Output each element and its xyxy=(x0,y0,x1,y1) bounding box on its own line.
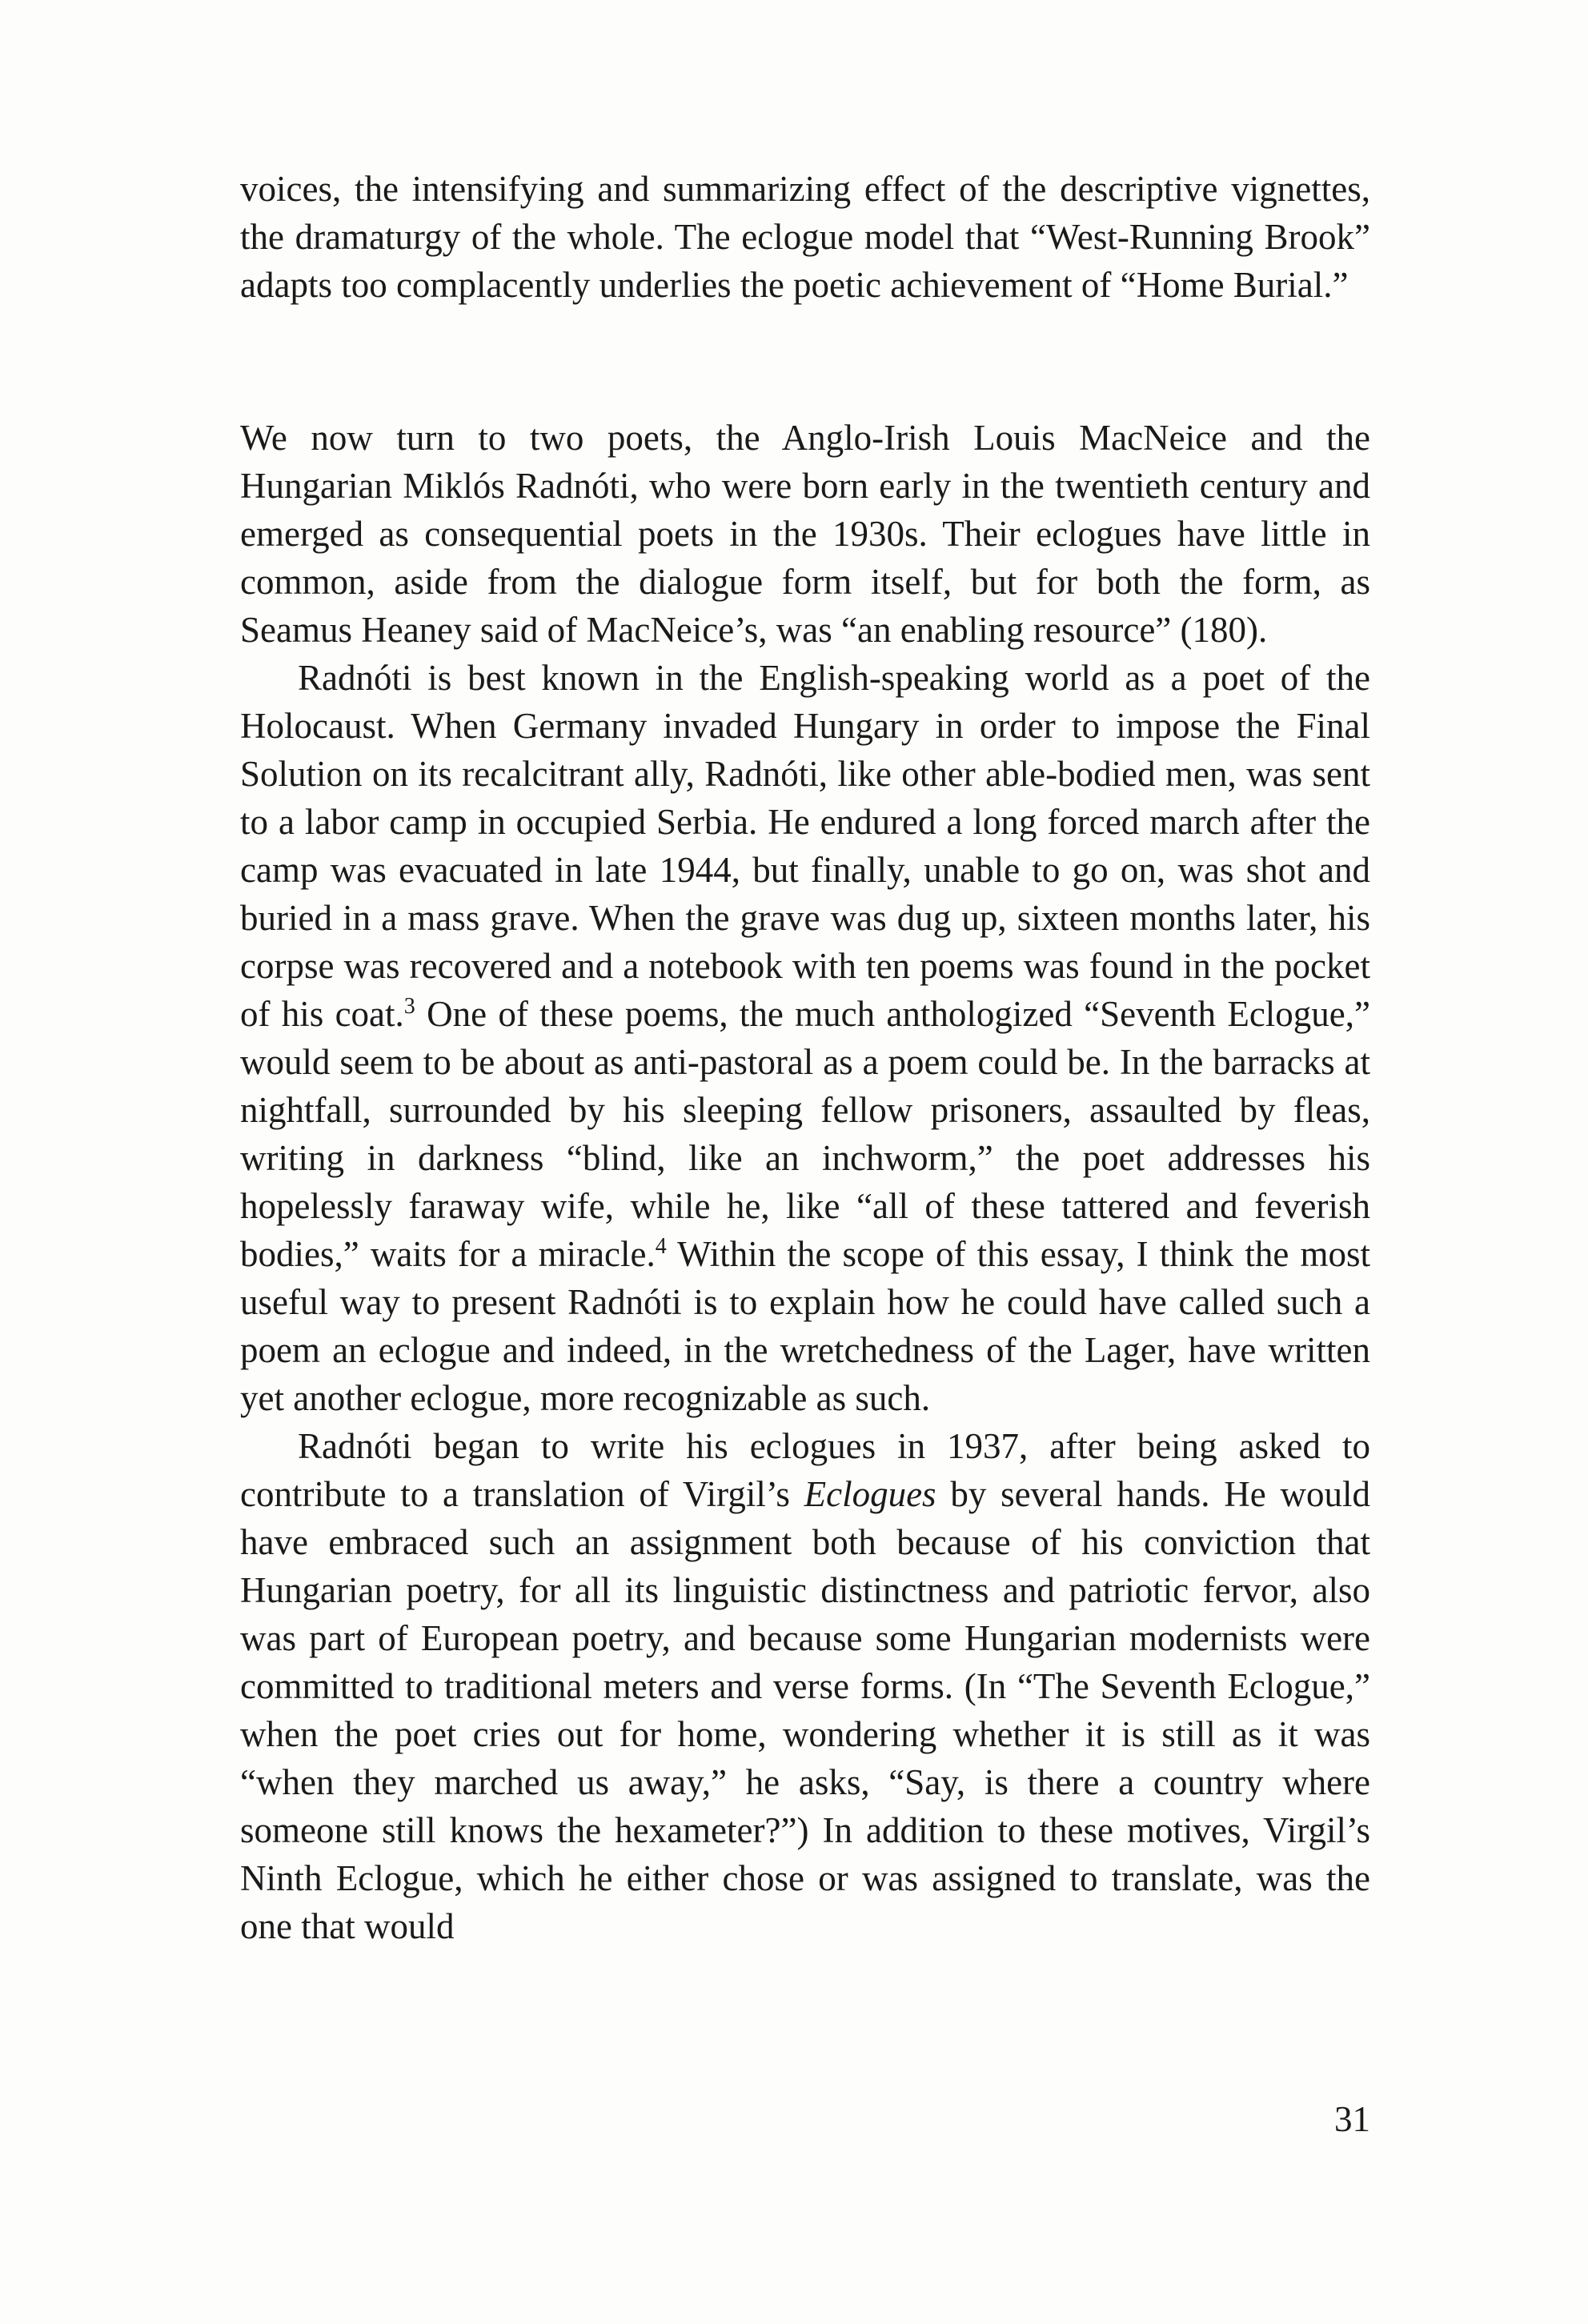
footnote-marker-4: 4 xyxy=(655,1234,667,1259)
eclogues-title: Eclogues xyxy=(804,1474,936,1514)
paragraph-radnoti xyxy=(240,654,1370,1422)
paragraph-eclogues-text-2: by several hands. He would have embraced such an assignment both because of his conviction that Hungarian poetry, for all its linguistic distinctness and patriotic fervor, also was part of European poetry, and because some Hungarian modernists were committed to traditional meters and verse forms. (In “The Seventh Eclogue,” when the poet cries out for home, wondering whether it is still as it was “when they marched us away,” he asks, “Say, is there a country where someone still knows the hexameter?”) In addition to these motives, Virgil’s Ninth Eclogue, which he either chose or was assigned to translate, was the one that would xyxy=(240,1474,1370,1946)
paragraph-radnoti-text-2: One of these poems, the much anthologized “Seventh Eclogue,” would seem to be about as anti-pastoral as a poem could be. In the barracks at nightfall, surrounded by his sleeping fellow prisoners, assaulted by fleas, writing in darkness “blind, like an inchworm,” the poet addresses his hopelessly faraway wife, while he, like “all of these tattered and feverish bodies,” waits for a miracle. xyxy=(240,994,1370,1274)
paragraph-eclogues-text-1: Radnóti began to write his eclogues in 1937, after being asked to contribute to a translation of Virgil’s xyxy=(240,1426,1370,1514)
body-text-main xyxy=(240,414,1370,1950)
page-number: 31 xyxy=(1334,2099,1370,2139)
section-opening-paragraph: We now turn to two poets, the Anglo-Irish Louis MacNeice and the Hungarian Miklós Radnóti, who were born early in the twentieth century and emerged as consequential poets in the 1930s. Their eclogues have little in common, aside from the dialogue form itself, but for both the form, as Seamus Heaney said of MacNeice’s, was “an enabling resource” (180). xyxy=(240,418,1370,650)
paragraph-eclogues xyxy=(240,1422,1370,1950)
paragraph-radnoti-text-1: Radnóti is best known in the English-speaking world as a poet of the Holocaust. When Germany invaded Hungary in order to impose the Final Solution on its recalcitrant ally, Radnóti, like other able-bodied men, was sent to a labor camp in occupied Serbia. He endured a long forced march after the camp was evacuated in late 1944, but finally, unable to go on, was shot and buried in a mass grave. When the grave was dug up, sixteen months later, his corpse was recovered and a notebook with ten poems was found in the pocket of his coat. xyxy=(240,658,1370,1034)
paragraph-radnoti-text-3: Within the scope of this essay, I think the most useful way to present Radnóti is to explain how he could have called such a poem an eclogue and indeed, in the wretchedness of the Lager, have written yet another eclogue, more recognizable as such. xyxy=(240,1234,1370,1418)
body-text-top xyxy=(240,165,1370,309)
footnote-marker-3: 3 xyxy=(403,994,415,1019)
continued-paragraph: voices, the intensifying and summarizing effect of the descriptive vignettes, the dramaturgy of the whole. The eclogue model that “West-Running Brook” adapts too complacently underlies the poetic achievement of “Home Burial.” xyxy=(240,169,1370,305)
